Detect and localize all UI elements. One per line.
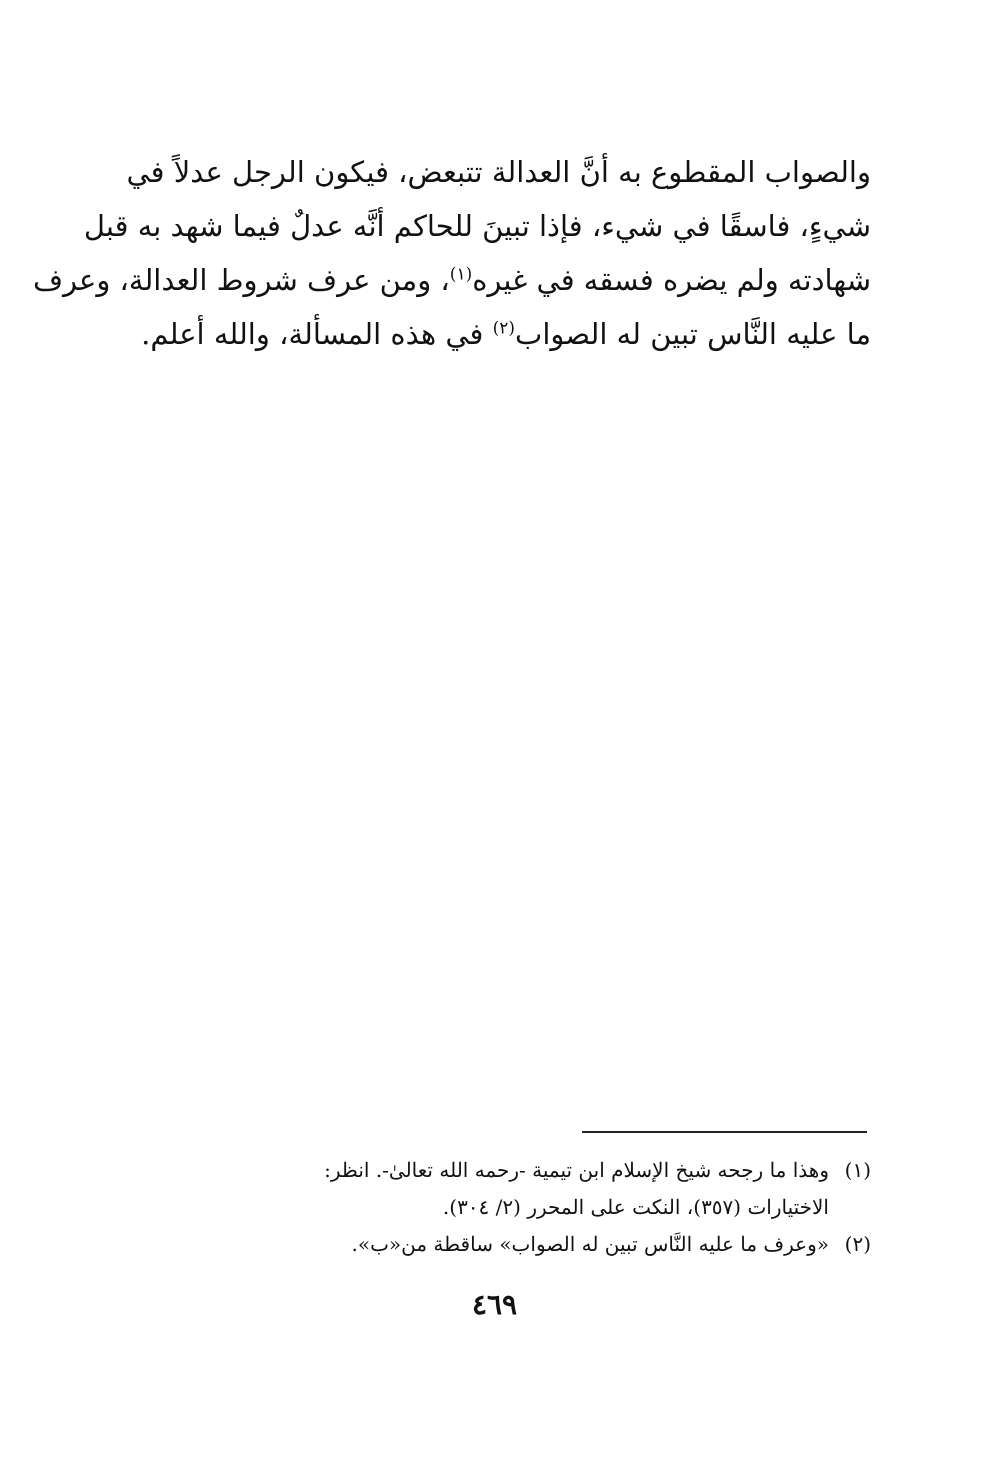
main-text-segment: شهادته ولم يضره فسقه في غيره	[472, 263, 871, 297]
page-number: ٤٦٩	[471, 1288, 518, 1321]
main-text-line	[114, 307, 871, 361]
main-text-segment: ، ومن عرف شروط العدالة، وعرف	[32, 263, 450, 297]
footnote-line: وهذا ما رجحه شيخ الإسلام ابن تيمية -رحمه الله تعالىٰ-. انظر:	[324, 1158, 829, 1182]
footnote-ref-2: (٢)	[492, 318, 516, 339]
footnote-separator	[582, 1131, 867, 1133]
footnote-ref-1: (١)	[449, 264, 473, 285]
footnote-body	[114, 1152, 829, 1226]
footnotes-section	[114, 1152, 871, 1263]
main-text-segment: ما عليه النَّاس تبين له الصواب	[515, 317, 871, 351]
main-text-line	[32, 253, 871, 307]
main-text-line: والصواب المقطوع به أنَّ العدالة تتبعض، فيكون الرجل عدلاً في	[126, 155, 871, 189]
footnote-line: «وعرف ما عليه النَّاس تبين له الصواب» ساقطة من«ب».	[351, 1232, 829, 1256]
main-text-line: شيءٍ، فاسقًا في شيء، فإذا تبينَ للحاكم أنَّه عدلٌ فيما شهد به قبل	[83, 209, 871, 243]
footnote-number: (٢)	[844, 1232, 871, 1256]
footnote-number: (١)	[844, 1158, 871, 1182]
main-text-block	[32, 145, 871, 361]
footnote-body	[114, 1226, 829, 1263]
footnote-line: الاختيارات (٣٥٧)، النكت على المحرر (٢/ ٣٠٤).	[442, 1195, 829, 1219]
footnote-1	[114, 1152, 871, 1226]
footnote-2	[114, 1226, 871, 1263]
main-text-segment: في هذه المسألة، والله أعلم.	[141, 317, 493, 351]
